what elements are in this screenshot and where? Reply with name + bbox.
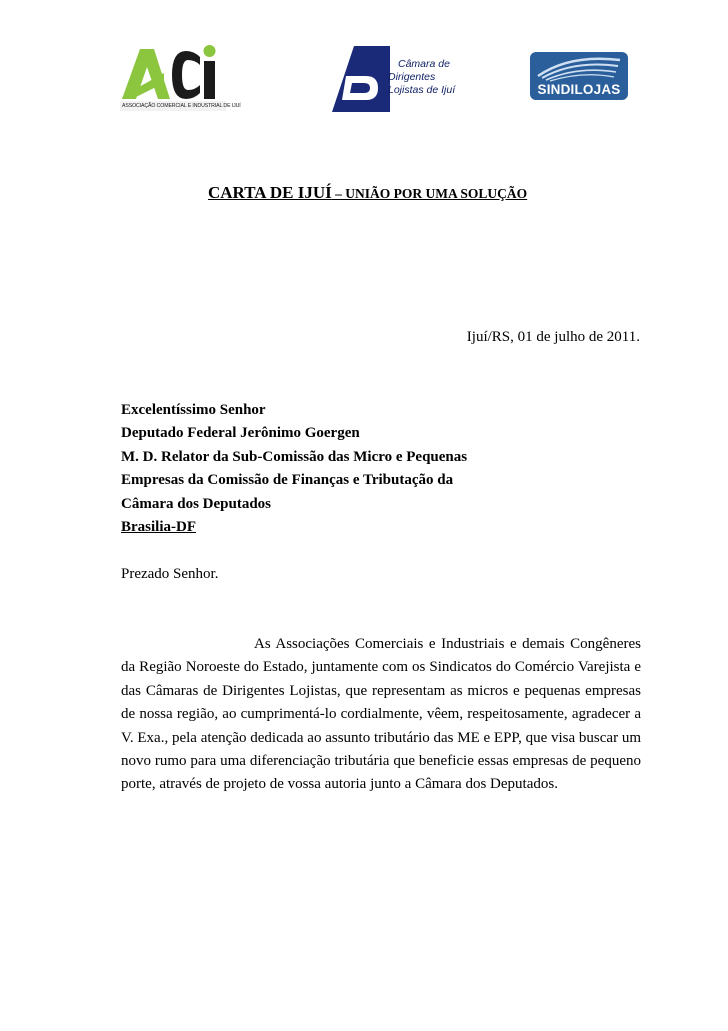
letter-title [208, 183, 527, 203]
cdl-line-3: Lojistas de Ijuí [388, 84, 456, 96]
recipient-line: M. D. Relator da Sub-Comissão das Micro e Pequenas [121, 448, 468, 465]
dateline: Ijuí/RS, 01 de julho de 2011. [466, 329, 640, 345]
aci-logo [120, 43, 241, 115]
recipient-location: Brasilia-DF [121, 519, 196, 536]
sindilojas-name: SINDILOJAS [537, 82, 621, 97]
title-main: CARTA DE IJUÍ [208, 183, 332, 202]
recipient-line: Deputado Federal Jerônimo Goergen [121, 425, 360, 442]
cdl-line-1: Câmara de [398, 58, 450, 70]
recipient-line: Empresas da Comissão de Finanças e Tributação da [121, 472, 454, 489]
aci-caption: ASSOCIAÇÃO COMERCIAL E INDUSTRIAL DE IJUÍ [122, 103, 241, 109]
recipient-line: Excelentíssimo Senhor [121, 402, 266, 418]
recipient-line: Câmara dos Deputados [121, 495, 272, 512]
cdl-logo-mark [332, 46, 390, 112]
title-sub: – UNIÃO POR UMA SOLUÇÃO [331, 186, 528, 201]
cdl-name [388, 58, 488, 97]
aci-logo-mark [120, 43, 230, 103]
greeting: Prezado Senhor. [121, 566, 219, 582]
cdl-logo [332, 46, 472, 112]
body-paragraph: As Associações Comerciais e Industriais e demais Congêneres da Região Noroeste do Estado, juntamente com os Sindicatos do Comércio Varejista e das Câmaras de Dirigentes Lojistas, que representam as micros e pequenas empresas de nossa região, ao cumprimentá-lo cordialmente, vêem, respeitosamente, agradecer a V. Exa., pela atenção dedicada ao assunto tributário das ME e EPP, que visa buscar um novo rumo para uma diferenciação tributária que beneficie essas empresas de pequeno porte, através de projeto de vossa autoria junto a Câmara dos Deputados. [121, 636, 641, 793]
cdl-line-2: Dirigentes [388, 71, 436, 83]
sindilojas-logo [530, 52, 628, 100]
recipient-block [121, 399, 467, 539]
